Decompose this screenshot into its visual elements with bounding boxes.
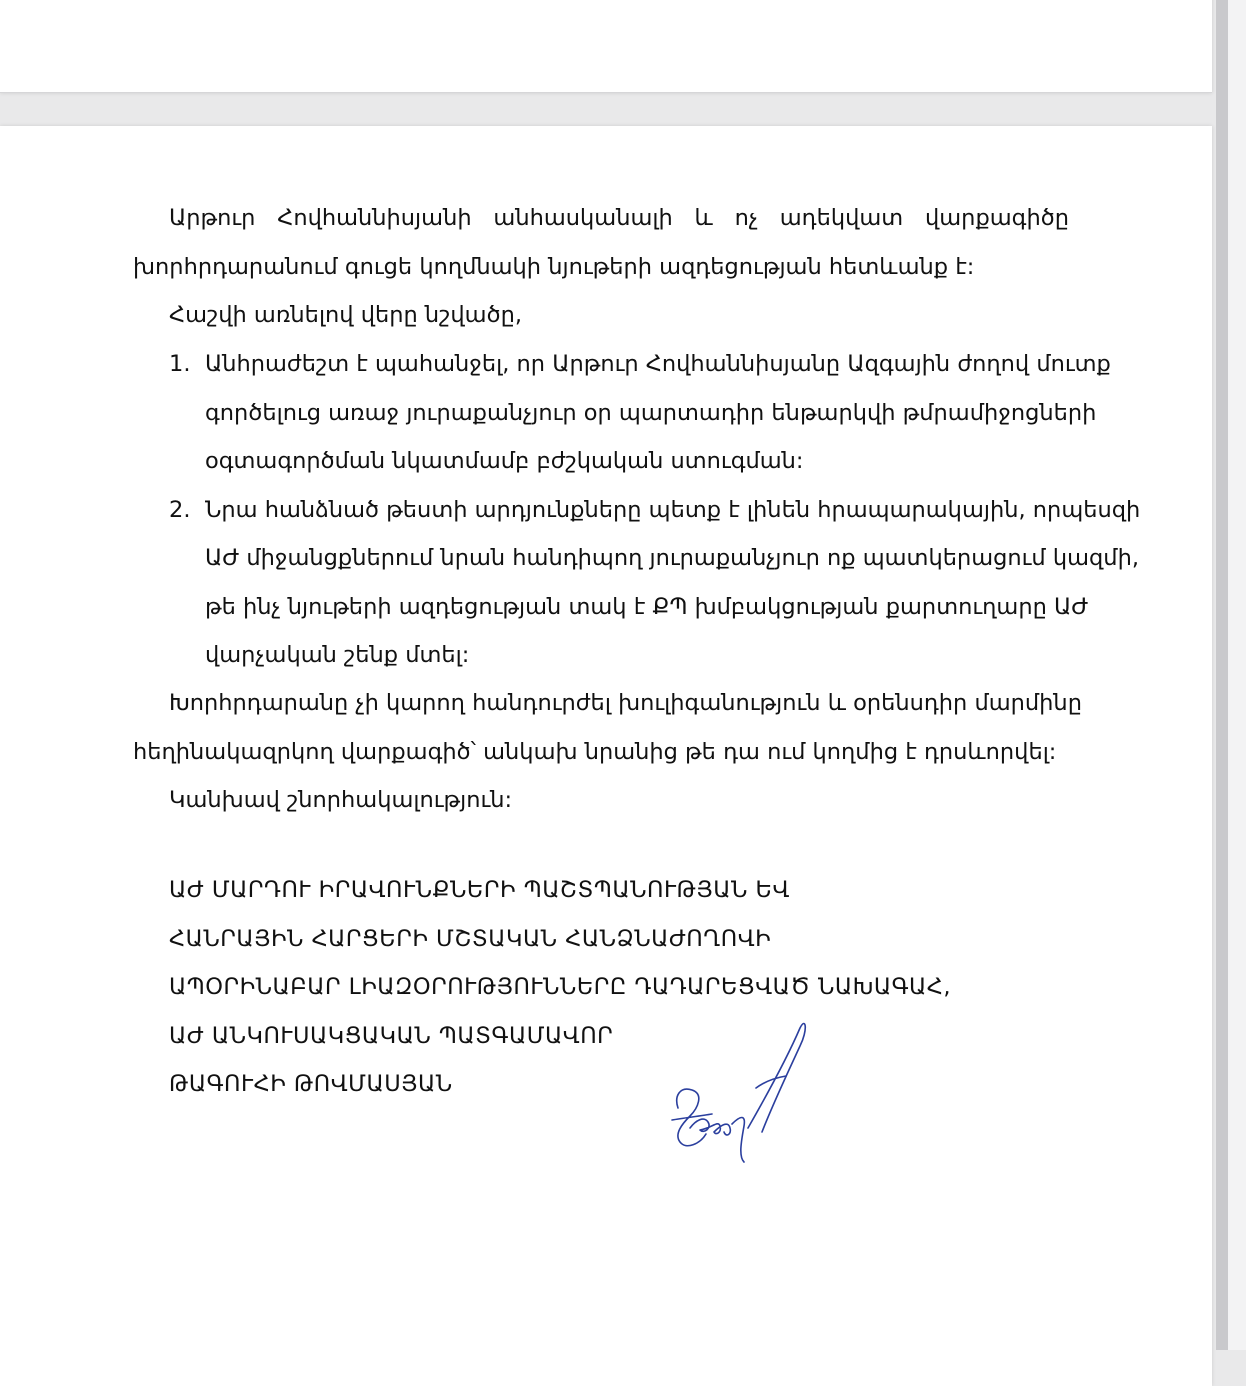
list-item-line: Նրա հանձնած թեստի արդյունքները պետք է լինեն հրապարակային, որպեսզի: [205, 496, 1141, 523]
thanks-line: Կանխավ շնորհակալություն:: [169, 787, 513, 813]
previous-page: [0, 0, 1212, 93]
closing-line-2: հեղինակազրկող վարքագիծ՝ անկախ նրանից թե դա ում կողմից է դրսևորվել:: [133, 738, 1057, 765]
closing-line-1: Խորհրդարանը չի կարող հանդուրժել խուլիգանություն և օրենսդիր մարմինը: [169, 690, 1082, 716]
list-item: [133, 340, 1111, 486]
scrollbar-track[interactable]: [1216, 0, 1228, 1350]
signatory-name: ԹԱԳՈՒՀԻ ԹՈՎՄԱՍՅԱՆ: [169, 1071, 453, 1097]
signature-title-line: ԱԺ ԱՆԿՈՒՍԱԿՑԱԿԱՆ ՊԱՏԳԱՄԱՎՈՐ: [169, 1022, 614, 1049]
list-item-line: թե ինչ նյութերի ազդեցության տակ է ՔՊ խմբակցության քարտուղարը ԱԺ: [205, 593, 1089, 620]
list-item-line: վարչական շենք մտել:: [205, 642, 470, 668]
intro-line-1: Արթուր Հովհաննիսյանի անհասկանալի և ոչ ադեկվատ վարքագիծը: [169, 205, 1069, 231]
scrollbar[interactable]: [1216, 0, 1246, 1350]
list-item-line: Անհրաժեշտ է պահանջել, որ Արթուր Հովհաննիսյանը Ազգային ժողով մուտք: [205, 351, 1111, 377]
document-page: [0, 126, 1212, 1386]
handwritten-signature: [660, 1016, 820, 1166]
list-item-line: ԱԺ միջանցքներում նրան հանդիպող յուրաքանչյուր ոք պատկերացում կազմի,: [205, 545, 1139, 571]
list-item: [133, 486, 1141, 680]
considering-line: Հաշվի առնելով վերը նշվածը,: [169, 302, 522, 328]
list-item-number: 2.: [169, 496, 191, 523]
list-item-line: գործելուց առաջ յուրաքանչյուր օր պարտադիր ենթարկվի թմրամիջոցների: [205, 399, 1097, 426]
intro-paragraph: [133, 194, 1069, 340]
intro-line-2: խորհրդարանում գուցե կողմնակի նյութերի ազդեցության հետևանք է:: [133, 253, 975, 280]
demands-list: [133, 340, 1141, 680]
signature-title-line: ԱՊՕՐԻՆԱԲԱՐ ԼԻԱԶՕՐՈՒԹՅՈՒՆՆԵՐԸ ԴԱԴԱՐԵՑՎԱԾ ՆԱԽԱԳԱՀ,: [169, 974, 952, 1000]
signature-block: [169, 866, 951, 1109]
list-item-number: 1.: [169, 351, 191, 377]
signature-title-line: ՀԱՆՐԱՅԻՆ ՀԱՐՑԵՐԻ ՄՇՏԱԿԱՆ ՀԱՆՁՆԱԺՈՂՈՎԻ: [169, 925, 772, 952]
list-item-line: օգտագործման նկատմամբ բժշկական ստուգման:: [205, 448, 804, 474]
signature-title-line: ԱԺ ՄԱՐԴՈՒ ԻՐԱՎՈՒՆՔՆԵՐԻ ՊԱՇՏՊԱՆՈՒԹՅԱՆ ԵՎ: [169, 877, 790, 903]
closing-paragraph: [133, 679, 1082, 825]
